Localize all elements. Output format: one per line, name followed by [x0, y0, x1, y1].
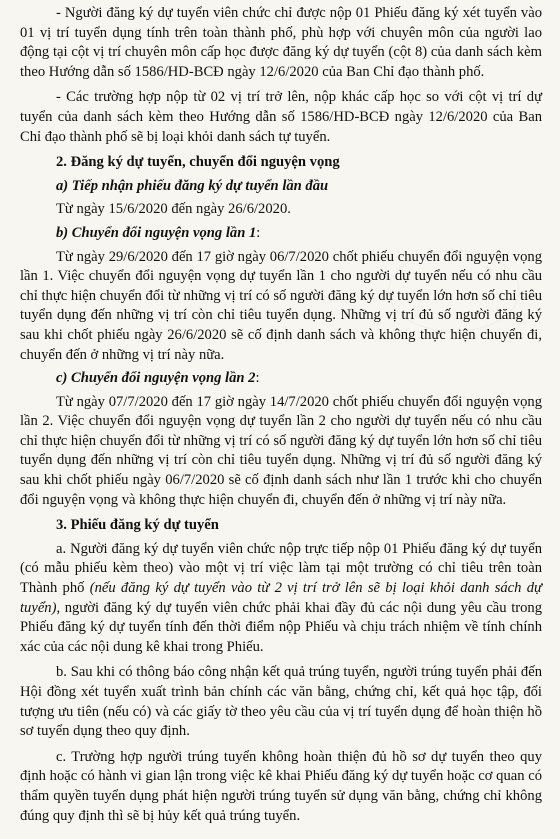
subsection-c-title: c) Chuyển đổi nguyện vọng lần 2 — [56, 370, 256, 387]
subsection-b-colon: : — [256, 224, 261, 241]
paragraph-3a-italic-note: (nếu đăng ký dự tuyển vào từ 2 vị trí trở lên sẽ bị loại khỏi danh sách dự tuyển) — [20, 580, 542, 616]
paragraph-3a-end: , người đăng ký dự tuyển viên chức phải khai đầy đủ các nội dung yêu cầu trong Phiếu đăng ký dự tuyển tính đến thời điểm nộp Phiếu và chịu trách nhiệm về tính chính xác của các nội dung kê khai trong Phiếu. — [20, 599, 542, 655]
subsection-b-text: Từ ngày 29/6/2020 đến 17 giờ ngày 06/7/2020 chốt phiếu chuyển đổi nguyện vọng lần 1. Việc chuyển đổi nguyện vọng dự tuyển lần 1 cho người dự tuyển nếu có nhu cầu chỉ thực hiện chuyển đổi từ những vị trí có số người đăng ký dự tuyển lớn hơn số chỉ tiêu tuyển dụng đến những vị trí còn chỉ tiêu tuyển dụng. Những vị trí đủ số người đăng ký sau khi chốt phiếu ngày 26/6/2020 sẽ cố định danh sách và không thực hiện chuyển đi, chuyển đến ở những vị trí này nữa. — [20, 248, 542, 363]
paragraph-3c: c. Trường hợp người trúng tuyển không hoàn thiện đủ hồ sơ dự tuyển theo quy định hoặc có hành vi gian lận trong việc kê khai Phiếu đăng ký dự tuyển hoặc cơ quan có thẩm quyền tuyển dụng phát hiện người trúng tuyển sử dụng văn bằng, chứng chỉ không đúng quy định thì sẽ bị hủy kết quả trúng tuyển. — [20, 748, 542, 824]
section-2-heading — [20, 153, 542, 173]
subsection-a-title: a) Tiếp nhận phiếu đăng ký dự tuyển lần đầu — [56, 177, 329, 194]
subsection-c-text: Từ ngày 07/7/2020 đến 17 giờ ngày 14/7/2020 chốt phiếu chuyển đổi nguyện vọng lần 2. Việc chuyển đổi nguyện vọng dự tuyển lần 2 cho người dự tuyển nếu có nhu cầu chỉ thực hiện chuyển đổi từ những vị trí có số người đăng ký dự tuyển lớn hơn số chỉ tiêu tuyển dụng đến những vị trí còn chỉ tiêu tuyển dụng. Những vị trí đủ số người đăng ký sau khi chốt phiếu ngày 06/7/2020 sẽ cố định danh sách như lần 1 trước khi cho chuyển đổi nguyện vọng và không thực hiện chuyển đi, chuyển đến ở những vị trí này nữa. — [20, 393, 542, 508]
subsection-c-heading — [20, 369, 542, 389]
paragraph-3b: b. Sau khi có thông báo công nhận kết quả trúng tuyển, người trúng tuyển phải đến Hội đồng xét tuyển xuất trình bản chính các văn bằng, chứng chỉ, kết quả học tập, đối tượng ưu tiên (nếu có) và các giấy tờ theo yêu cầu của vị trí tuyển dụng để hoàn thiện hồ sơ tuyển dụng theo quy định. — [20, 664, 542, 740]
section-3-heading — [20, 516, 542, 536]
paragraph-3a-start: a. Người đăng ký dự tuyển viên chức nộp trực tiếp nộp 01 Phiếu đăng ký dự tuyển (có mẫu phiếu kèm theo) vào một vị trí việc làm tại một trường có chỉ tiêu trên toàn Thành phố — [20, 540, 542, 597]
subsection-b-heading — [20, 224, 542, 244]
section-2-title: 2. Đăng ký dự tuyển, chuyển đổi nguyện vọng — [56, 154, 340, 171]
paragraph-single-application-rule: - Người đăng ký dự tuyển viên chức chỉ được nộp 01 Phiếu đăng ký xét tuyển vào 01 vị trí tuyển dụng tính trên toàn thành phố, phù hợp với chuyên môn của người lao động tại cột vị trí chuyên môn cấp học được đăng ký dự tuyển (cột 8) của danh sách kèm theo Hướng dẫn số 1586/HD-BCĐ ngày 12/6/2020 của Ban Chỉ đạo thành phố. — [20, 5, 542, 80]
section-3-title: 3. Phiếu đăng ký dự tuyển — [56, 517, 219, 534]
paragraph-disqualification-rule: - Các trường hợp nộp từ 02 vị trí trở lên, nộp khác cấp học so với cột vị trí dự tuyển của danh sách kèm theo Hướng dẫn số 1586/HD-BCĐ ngày 12/6/2020 của Ban Chỉ đạo thành phố sẽ bị loại khỏi danh sách tự tuyển. — [20, 89, 542, 145]
subsection-a-heading — [20, 177, 542, 197]
subsection-a-text: Từ ngày 15/6/2020 đến ngày 26/6/2020. — [56, 201, 291, 218]
subsection-b-title: b) Chuyển đổi nguyện vọng lần 1 — [56, 224, 257, 241]
subsection-c-colon: : — [255, 370, 260, 387]
paragraph-3a — [20, 540, 542, 658]
